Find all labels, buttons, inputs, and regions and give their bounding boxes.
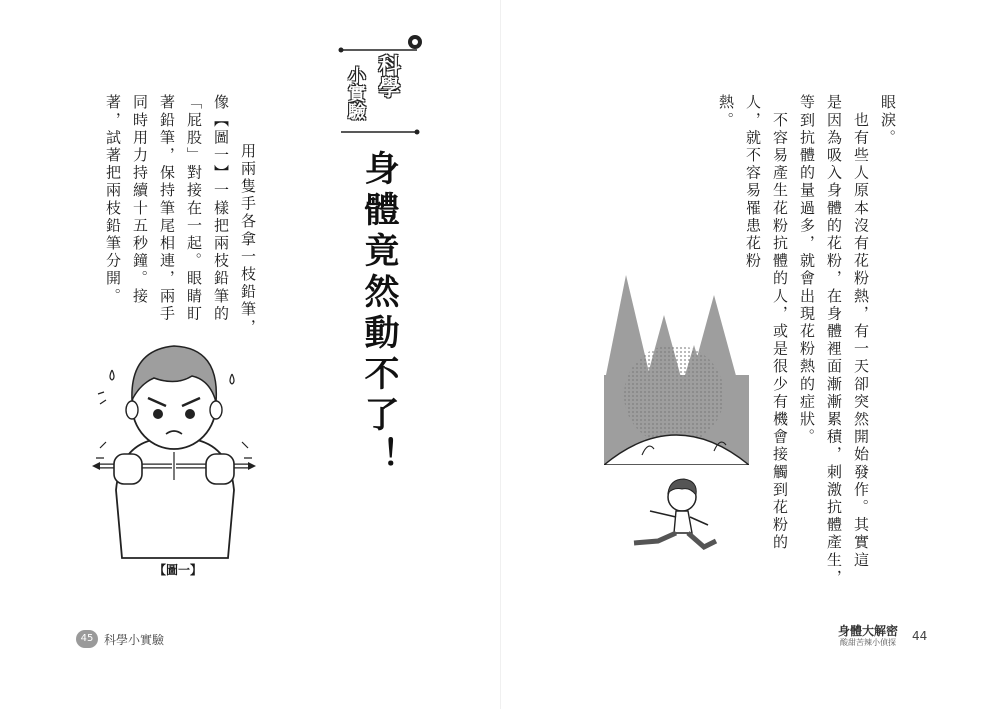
left-paragraph-6: 著，試著把兩枝鉛筆分開。 xyxy=(104,94,122,306)
left-page-number: 45 xyxy=(76,630,98,648)
boy-holding-pencils-illustration xyxy=(92,330,257,560)
left-paragraph-3: 「屁股」對接在一起。眼睛盯 xyxy=(185,94,203,323)
right-page-number: 44 xyxy=(912,629,928,643)
right-paragraph-4: 等到抗體的量過多，就會出現花粉熱的症狀。 xyxy=(798,94,816,446)
right-paragraph-5: 不容易產生花粉抗體的人，或是很少有機會接觸到花粉的 xyxy=(771,94,789,552)
page-title: 身體竟然動不了！ xyxy=(359,150,399,478)
series-title: 身體大解密 xyxy=(838,624,899,638)
right-paragraph-2: 也有些人原本沒有花粉熱，有一天卻突然開始發作。其實這 xyxy=(852,94,870,570)
left-paragraph-2: 像【圖一】一樣把兩枝鉛筆的 xyxy=(212,94,230,323)
figure-caption: 【圖一】 xyxy=(154,563,203,577)
right-paragraph-7: 熱。 xyxy=(717,94,735,130)
forest-running-boy-illustration xyxy=(604,275,749,560)
page-spine xyxy=(500,0,501,709)
left-footer-label: 科學小實驗 xyxy=(104,633,165,647)
right-paragraph-3: 是因為吸入身體的花粉，在身體裡面漸漸累積，刺激抗體產生， xyxy=(825,94,843,587)
right-paragraph-6: 人，就不容易罹患花粉 xyxy=(744,94,762,270)
badge-small: 小實驗 xyxy=(345,66,366,120)
left-paragraph-1: 用兩隻手各拿一枝鉛筆， xyxy=(239,125,257,337)
right-paragraph-1: 眼淚。 xyxy=(879,94,897,147)
badge-big: 科學 xyxy=(375,54,400,98)
left-paragraph-5: 同時用力持續十五秒鐘。接 xyxy=(131,94,149,306)
left-paragraph-4: 著鉛筆，保持筆尾相連，兩手 xyxy=(158,94,176,323)
series-subtitle: 酸甜苦辣小偵探 xyxy=(840,638,896,647)
